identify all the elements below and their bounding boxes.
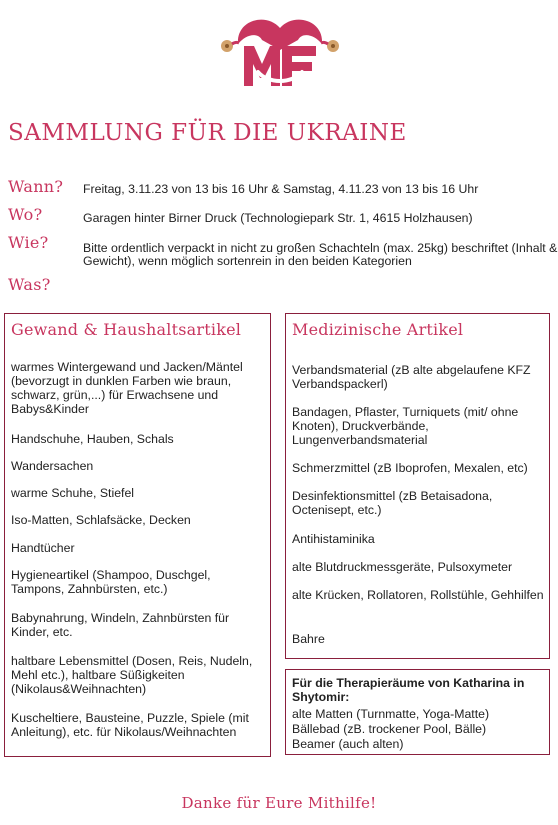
jester-hat-shape xyxy=(238,20,322,50)
list-item: alte Krücken, Rollatoren, Rollstühle, Gehhilfen xyxy=(292,588,544,602)
household-title: Gewand & Haushaltsartikel xyxy=(11,320,242,339)
question-answer: Garagen hinter Birner Druck (Technologiepark Str. 1, 4615 Holzhausen) xyxy=(83,211,473,225)
question-label: Wann? xyxy=(8,177,64,196)
household-box xyxy=(4,313,271,757)
list-item: haltbare Lebensmittel (Dosen, Reis, Nudeln, Mehl etc.), haltbare Süßigkeiten (Nikolaus&Weihnachten) xyxy=(11,654,253,696)
therapy-box xyxy=(285,669,550,755)
list-item: Handtücher xyxy=(11,541,75,555)
list-item: Antihistaminika xyxy=(292,532,375,546)
page-title: SAMMLUNG FÜR DIE UKRAINE xyxy=(8,120,407,146)
list-item: Hygieneartikel (Shampoo, Duschgel, Tampons, Zahnbürsten, etc.) xyxy=(11,568,211,596)
list-item: Bällebad (zB. trockener Pool, Bälle) xyxy=(292,722,487,736)
list-item: Desinfektionsmittel (zB Betaisadona, Octenisept, etc.) xyxy=(292,489,493,517)
question-answer: Bitte ordentlich verpackt in nicht zu großen Schachteln (max. 25kg) beschriftet (Inhalt & Gewicht), wenn möglich sortenrein in den beiden Kategorien xyxy=(83,241,558,268)
question-answer: Freitag, 3.11.23 von 13 bis 16 Uhr & Samstag, 4.11.23 von 13 bis 16 Uhr xyxy=(83,182,479,196)
question-label: Wo? xyxy=(8,205,43,224)
list-item: alte Matten (Turnmatte, Yoga-Matte) xyxy=(292,707,490,721)
medical-title: Medizinische Artikel xyxy=(292,320,464,339)
list-item: Wandersachen xyxy=(11,459,94,473)
list-item: Handschuhe, Hauben, Schals xyxy=(11,432,174,446)
list-item: warme Schuhe, Stiefel xyxy=(11,486,135,500)
list-item: Beamer (auch alten) xyxy=(292,737,404,751)
list-item: Iso-Matten, Schlafsäcke, Decken xyxy=(11,513,191,527)
list-item: Bandagen, Pflaster, Turniquets (mit/ ohne Knoten), Druckverbände, Lungenverbandsmaterial xyxy=(292,405,519,447)
list-item: Kuscheltiere, Bausteine, Puzzle, Spiele (mit Anleitung), etc. für Nikolaus/Weihnachten xyxy=(11,711,249,739)
list-item: warmes Wintergewand und Jacken/Mäntel (bevorzugt in dunklen Farben wie braun, schwarz, grün,...) für Erwachsene und Babys&Kinder xyxy=(11,360,243,416)
jester-logo xyxy=(218,10,342,90)
thanks-footer: Danke für Eure Mithilfe! xyxy=(181,794,377,812)
therapy-title: Für die Therapieräume von Katharina in Shytomir: xyxy=(292,676,525,704)
list-item: Schmerzmittel (zB Iboprofen, Mexalen, etc) xyxy=(292,461,528,475)
question-label: Wie? xyxy=(8,233,49,252)
list-item: alte Blutdruckmessgeräte, Pulsoxymeter xyxy=(292,560,513,574)
medical-box xyxy=(285,313,550,659)
list-item: Babynahrung, Windeln, Zahnbürsten für Kinder, etc. xyxy=(11,611,230,639)
list-item: Verbandsmaterial (zB alte abgelaufene KFZ Verbandspackerl) xyxy=(292,363,531,391)
list-item: Bahre xyxy=(292,632,325,646)
question-label: Was? xyxy=(8,275,51,294)
